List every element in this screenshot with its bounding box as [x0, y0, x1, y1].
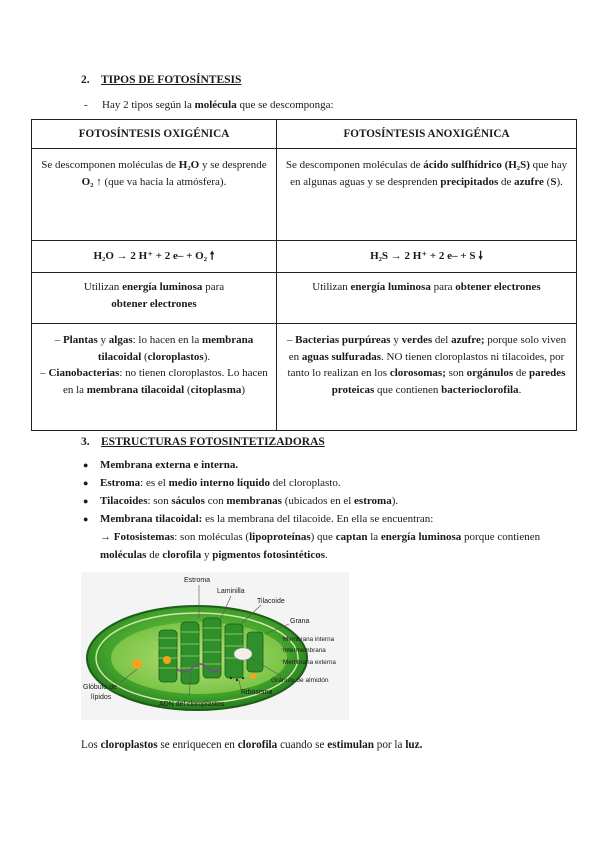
- text: .: [518, 383, 522, 396]
- text-bold: Tilacoides: [100, 495, 148, 507]
- text: (: [184, 383, 191, 396]
- sub-item: [100, 531, 540, 561]
- lipid-globule: [250, 673, 256, 679]
- cell-anoxi-description: [277, 149, 577, 241]
- text-bold: ácido sulfhídrico (H₂S): [423, 159, 530, 171]
- text: para: [430, 281, 456, 293]
- label-tilacoide: Tilacoide: [257, 598, 285, 605]
- text-bold: O₂: [81, 175, 94, 188]
- cell-anoxi-organisms: [277, 324, 577, 431]
- list-item: [83, 510, 543, 564]
- text: ) que: [310, 531, 336, 543]
- text: ).: [556, 175, 563, 188]
- closing-sentence: [81, 737, 422, 754]
- text: se enriquecen en: [157, 739, 238, 751]
- text-bold: captan: [335, 531, 368, 543]
- text-bold: membrana tilacoidal: [86, 383, 185, 396]
- text-bold: obtener electrones: [455, 281, 541, 293]
- text: de: [498, 175, 515, 188]
- text-bold: membranas: [226, 495, 282, 507]
- text-bold: cloroplastos: [100, 739, 158, 751]
- cell-oxi-equation: [32, 241, 277, 273]
- text-bold: paredes proteicas: [331, 367, 566, 396]
- cell-anoxi-equation: [277, 241, 577, 273]
- label-granulo-almidon: Gránulo de almidón: [271, 677, 329, 684]
- text-bold: S: [550, 175, 557, 188]
- text-bold: orgánulos: [466, 367, 514, 379]
- lipid-globule: [163, 656, 171, 664]
- label-adn: ADN del cloroplastos: [159, 701, 225, 708]
- text: : son: [147, 495, 172, 507]
- text: con: [204, 495, 227, 507]
- header-oxigenica: FOTOSÍNTESIS OXIGÉNICA: [32, 120, 277, 149]
- label-lipidos: lípidos: [91, 694, 112, 701]
- label-globulo: Glóbulo de: [83, 684, 117, 691]
- text: ↑ (que va hacia la atmósfera).: [93, 175, 227, 188]
- label-laminilla: Laminilla: [217, 588, 245, 595]
- text: del: [432, 334, 452, 346]
- text: que contienen: [374, 383, 442, 396]
- table-row: [32, 324, 577, 431]
- text: de: [146, 549, 163, 561]
- text: y: [390, 334, 402, 346]
- text-bold: clorosomas;: [389, 367, 446, 379]
- text-bold: cloroplastos: [147, 350, 204, 363]
- text: ).: [391, 495, 399, 507]
- text: .: [325, 549, 328, 561]
- text: cuando se: [277, 739, 328, 751]
- text: por la: [373, 739, 406, 751]
- list-item: [83, 474, 543, 492]
- chloroplast-illustration: [81, 572, 349, 720]
- text-bold: Cianobacterias: [48, 367, 120, 379]
- list-item: [83, 456, 543, 474]
- starch-granule: [234, 648, 252, 660]
- text-bold: sáculos: [171, 495, 205, 507]
- text: que se descomponga:: [236, 99, 334, 111]
- text-bold: aguas sulfuradas: [301, 350, 381, 363]
- text: . NO tienen cloroplastos ni tilacoides, por tanto lo realizan en los: [287, 350, 565, 379]
- lipid-globule: [132, 659, 142, 669]
- text: del cloroplasto.: [270, 477, 341, 489]
- text: ).: [203, 350, 211, 363]
- section-number: 2.: [81, 74, 90, 86]
- text-bold: obtener electrones: [111, 297, 197, 310]
- text: : lo hacen en la: [132, 334, 202, 346]
- text: y: [201, 549, 213, 561]
- label-membrana-interna: Membrana interna: [283, 636, 335, 643]
- text-bold: azufre;: [451, 334, 485, 346]
- section-3-heading: [81, 434, 325, 451]
- text-bold: H₂O: [178, 159, 200, 171]
- text-bold: energía luminosa: [350, 281, 431, 293]
- text-bold: Membrana tilacoidal:: [100, 513, 203, 525]
- photosynthesis-table: [31, 119, 577, 431]
- text-bold: membrana tilacoidal: [97, 334, 254, 363]
- text-bold: luz.: [405, 739, 423, 751]
- text: Utilizan: [312, 281, 351, 293]
- text-bold: moléculas: [100, 549, 147, 561]
- dash-bullet: -: [84, 99, 88, 111]
- text-bold: azufre: [514, 175, 544, 188]
- text: y: [97, 334, 109, 346]
- text-bold: citoplasma: [190, 383, 242, 396]
- text-bold: estroma: [354, 495, 392, 507]
- text: Los: [81, 739, 101, 751]
- text-bold: pigmentos fotosintéticos: [212, 549, 325, 561]
- text: son: [445, 367, 467, 379]
- text: ): [241, 383, 246, 396]
- arrow: →: [100, 531, 114, 543]
- text-bold: energía luminosa: [122, 281, 203, 293]
- text: Se descomponen moléculas de: [285, 159, 424, 171]
- text-bold: clorofila: [162, 549, 202, 561]
- label-grana: Grana: [290, 618, 310, 625]
- text-bold: medio interno líquido: [168, 477, 271, 489]
- text: (ubicados en el: [281, 495, 355, 507]
- section-title: TIPOS DE FOTOSÍNTESIS: [101, 74, 242, 86]
- table-header-row: [32, 120, 577, 149]
- equation: H₂S → 2 H⁺ + 2 e– + S 🠗: [370, 250, 483, 263]
- text: para: [202, 281, 225, 293]
- text: porque solo viven en: [288, 334, 567, 363]
- intro-line: [84, 97, 334, 114]
- text: –: [54, 334, 63, 346]
- text: (: [543, 175, 551, 188]
- text: Se descomponen moléculas de: [41, 159, 179, 171]
- text-bold: bacterioclorofila: [441, 383, 519, 396]
- text: : no tienen cloroplastos. Lo hacen en la: [62, 367, 268, 396]
- section-title: ESTRUCTURAS FOTOSINTETIZADORAS: [101, 436, 325, 448]
- text: es la membrana del tilacoide. En ella se encuentran:: [202, 513, 434, 525]
- equation: H₂O → 2 H⁺ + 2 e– + O₂ 🠕: [93, 250, 215, 263]
- list-item: [83, 492, 543, 510]
- cell-oxi-description: [32, 149, 277, 241]
- text-bold: algas: [108, 334, 133, 346]
- text-bold: Membrana externa e interna.: [100, 459, 239, 471]
- text-bold: molécula: [194, 99, 237, 111]
- text-bold: precipitados: [440, 175, 499, 188]
- section-2-heading: [81, 72, 241, 89]
- chloroplast-diagram: [81, 572, 349, 720]
- table-row: [32, 149, 577, 241]
- label-membrana-externa: Membrana externa: [283, 659, 336, 666]
- text: Utilizan: [83, 281, 123, 293]
- text: porque contienen: [461, 531, 541, 543]
- text-bold: clorofila: [237, 739, 278, 751]
- label-estroma: Estroma: [184, 577, 211, 584]
- cell-oxi-organisms: [32, 324, 277, 431]
- table-row: [32, 273, 577, 324]
- cell-oxi-energy: [32, 273, 277, 324]
- text: (: [141, 350, 148, 363]
- header-anoxigenica: FOTOSÍNTESIS ANOXIGÉNICA: [277, 120, 577, 149]
- structures-list: [83, 456, 543, 564]
- text: : son moléculas (: [174, 531, 250, 543]
- text: –: [40, 367, 49, 379]
- text-bold: estimulan: [327, 739, 374, 751]
- text: : es el: [140, 477, 169, 489]
- text: Hay 2 tipos según la: [102, 99, 195, 111]
- text-bold: Bacterias purpúreas: [295, 334, 391, 346]
- label-intermembrana: Intermembrana: [283, 647, 326, 654]
- text-bold: verdes: [401, 334, 433, 346]
- text-bold: Plantas: [62, 334, 98, 346]
- text-bold: lipoproteínas: [249, 531, 311, 543]
- text-bold: energía luminosa: [380, 531, 462, 543]
- label-ribosoma: Ribosoma: [241, 689, 273, 696]
- text: –: [286, 334, 296, 346]
- section-number: 3.: [81, 436, 90, 448]
- text: la: [367, 531, 381, 543]
- text-bold: Estroma: [100, 477, 141, 489]
- text: y se desprende: [199, 159, 267, 171]
- text: que hay en algunas aguas y se desprenden: [290, 159, 568, 188]
- text-bold: Fotosistemas: [113, 531, 175, 543]
- table-row: [32, 241, 577, 273]
- text: de: [513, 367, 529, 379]
- cell-anoxi-energy: [277, 273, 577, 324]
